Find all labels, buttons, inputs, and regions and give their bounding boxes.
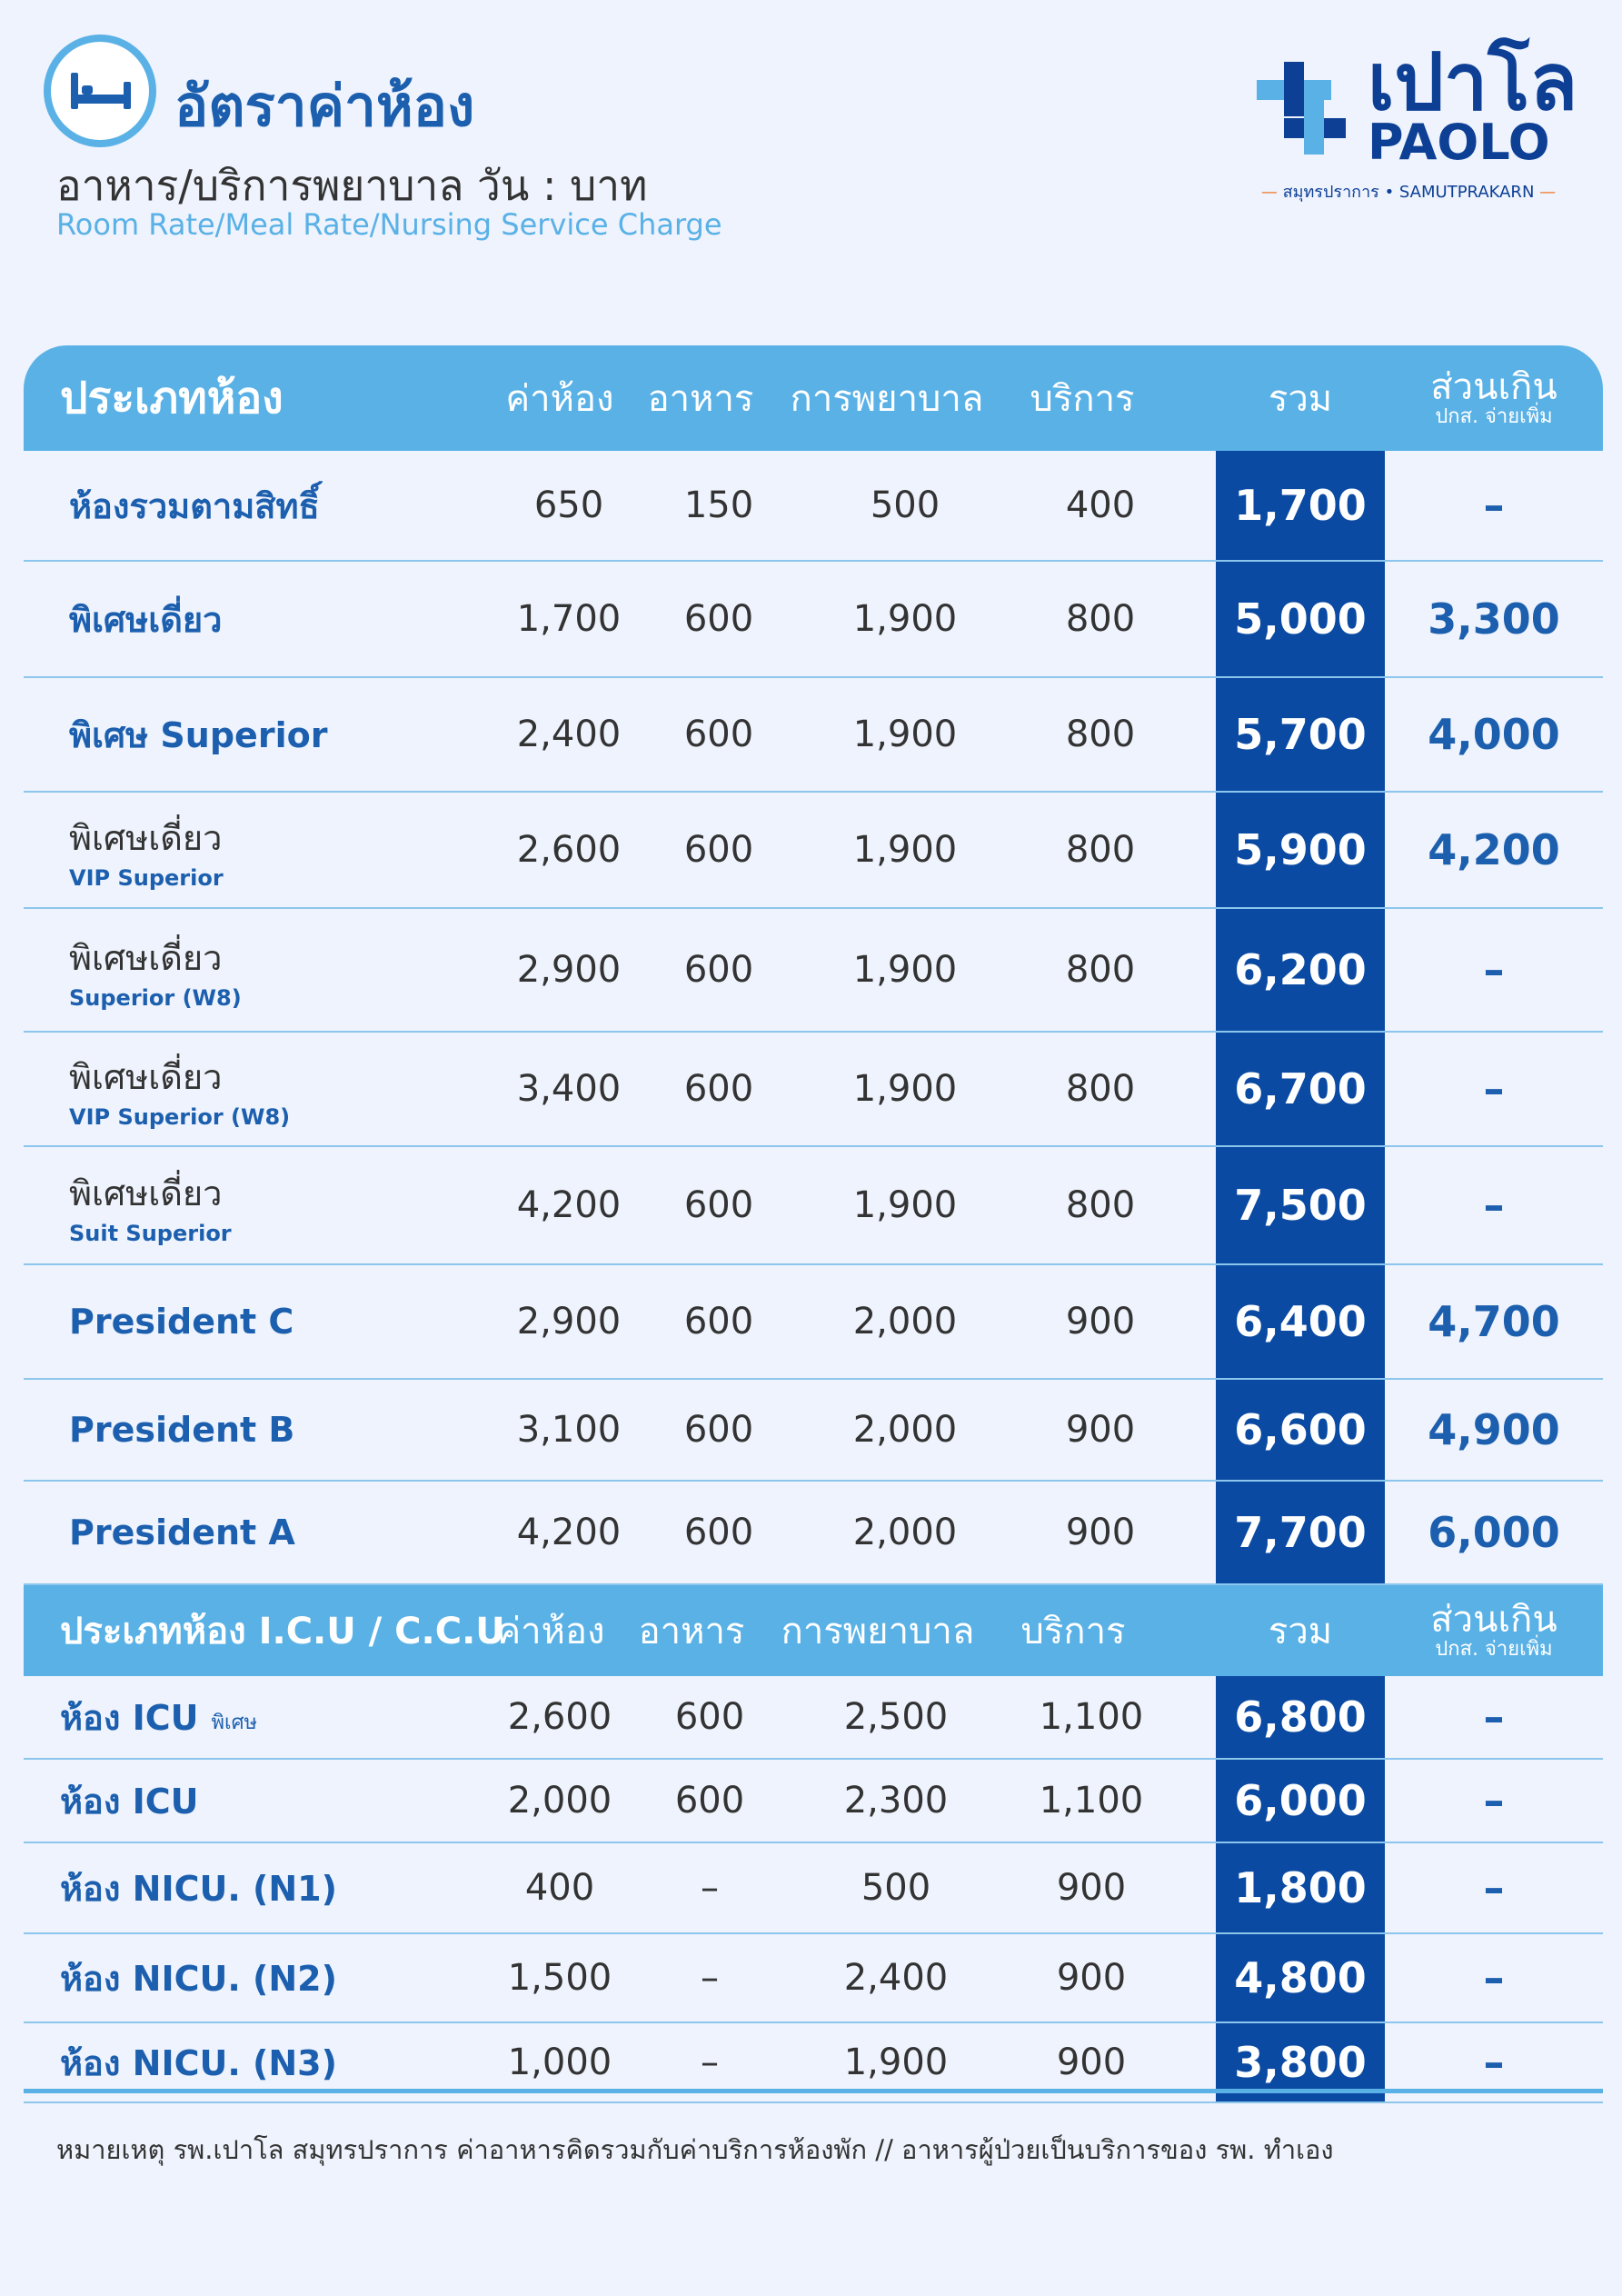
room-nursing-value: 1,900 xyxy=(852,1184,958,1226)
room-meal-value: 600 xyxy=(683,829,754,871)
icu-table-row xyxy=(24,1760,1603,1843)
room-total-value: 1,700 xyxy=(1216,451,1385,560)
icu-col-room: ค่าห้อง xyxy=(496,1611,605,1652)
room-name: ห้องรวมตามสิทธิ์ xyxy=(69,485,320,526)
room-room-value: 2,400 xyxy=(516,714,622,755)
icu-room-name: ห้อง NICU. (N3) xyxy=(60,2042,337,2083)
icu-total-value: 6,800 xyxy=(1216,1676,1385,1758)
col-total: รวม xyxy=(1268,378,1333,420)
table-row xyxy=(24,1033,1603,1147)
room-excess-value: – xyxy=(1483,481,1505,530)
room-meal-value: 600 xyxy=(683,1184,754,1226)
icu-col-excess-sub: ปกส. จ่ายเพิ่ม xyxy=(1435,1638,1553,1662)
room-meal-value: 600 xyxy=(683,1068,754,1110)
logo-name-th: เปาโล xyxy=(1368,37,1578,128)
room-nursing-value: 1,900 xyxy=(852,1068,958,1110)
col-service: บริการ xyxy=(1030,378,1135,420)
icu-room-name-cell xyxy=(24,1760,505,1842)
room-excess-value: – xyxy=(1483,1064,1505,1113)
icu-col-nursing: การพยาบาล xyxy=(781,1611,975,1652)
icu-nursing-value: 2,400 xyxy=(843,1957,949,1999)
page-subtitle-en: Room Rate/Meal Rate/Nursing Service Charge xyxy=(56,207,722,242)
table-row xyxy=(24,793,1603,909)
room-excess-value: 4,200 xyxy=(1428,825,1560,874)
icu-table-header xyxy=(24,1585,1603,1676)
icu-room-name: ห้อง ICU xyxy=(60,1781,199,1822)
icu-excess-value: – xyxy=(1483,1953,1505,2002)
room-name: พิเศษ Superior xyxy=(69,714,328,755)
room-nursing-value: 2,000 xyxy=(852,1409,958,1451)
icu-room-value: 1,500 xyxy=(507,1957,612,1999)
page-title: อัตราค่าห้อง xyxy=(174,73,475,139)
room-room-value: 3,100 xyxy=(516,1409,622,1451)
table-row xyxy=(24,562,1603,678)
icu-total-value: 1,800 xyxy=(1216,1843,1385,1932)
icu-total-value: 4,800 xyxy=(1216,1934,1385,2021)
icu-table-row xyxy=(24,1843,1603,1934)
room-room-value: 2,900 xyxy=(516,1301,622,1343)
room-total-value: 7,500 xyxy=(1216,1147,1385,1263)
icu-meal-value: – xyxy=(701,2041,719,2083)
icu-service-value: 900 xyxy=(1056,2041,1127,2083)
room-excess-value: 4,000 xyxy=(1428,710,1560,759)
icu-room-tag: พิเศษ xyxy=(211,1711,258,1734)
logo-name-en: PAOLO xyxy=(1368,114,1550,171)
room-nursing-value: 1,900 xyxy=(852,829,958,871)
room-room-value: 2,900 xyxy=(516,949,622,991)
logo-location: — สมุทรปราการ • SAMUTPRAKARN — xyxy=(1260,183,1557,202)
room-name-cell xyxy=(33,909,505,1031)
icu-rows xyxy=(24,1676,1603,2103)
col-excess-sub: ปกส. จ่ายเพิ่ม xyxy=(1435,405,1553,429)
icu-col-meal: อาหาร xyxy=(638,1611,745,1652)
table-row xyxy=(24,1482,1603,1585)
icu-service-value: 1,100 xyxy=(1039,1780,1144,1822)
room-total-value: 7,700 xyxy=(1216,1482,1385,1583)
icu-excess-value: – xyxy=(1483,1776,1505,1825)
icu-meal-value: – xyxy=(701,1957,719,1999)
room-excess-value: 6,000 xyxy=(1428,1508,1560,1557)
icu-service-value: 900 xyxy=(1056,1957,1127,1999)
room-name-cell xyxy=(33,1147,505,1263)
room-room-value: 2,600 xyxy=(516,829,622,871)
icu-table-row xyxy=(24,1676,1603,1760)
room-excess-value: 4,700 xyxy=(1428,1297,1560,1346)
icu-room-value: 2,000 xyxy=(507,1780,612,1822)
room-name: พิเศษเดี่ยว xyxy=(69,817,223,858)
room-excess-value: – xyxy=(1483,945,1505,994)
logo-location-text: สมุทรปราการ • SAMUTPRAKARN xyxy=(1282,183,1535,202)
page-header xyxy=(0,0,1622,273)
room-total-value: 6,200 xyxy=(1216,909,1385,1031)
icu-meal-value: 600 xyxy=(674,1780,745,1822)
room-nursing-value: 2,000 xyxy=(852,1512,958,1553)
icu-total-value: 6,000 xyxy=(1216,1760,1385,1842)
room-service-value: 900 xyxy=(1065,1512,1136,1553)
room-nursing-value: 1,900 xyxy=(852,949,958,991)
table-row xyxy=(24,1147,1603,1265)
room-excess-value: 4,900 xyxy=(1428,1405,1560,1454)
icu-nursing-value: 500 xyxy=(861,1867,931,1909)
room-nursing-value: 1,900 xyxy=(852,598,958,640)
room-name-sub: VIP Superior xyxy=(69,864,224,891)
table-bottom-line xyxy=(24,2089,1603,2093)
room-service-value: 800 xyxy=(1065,1068,1136,1110)
room-meal-value: 600 xyxy=(683,1512,754,1553)
icu-room-name-cell xyxy=(24,1843,505,1932)
room-service-value: 400 xyxy=(1065,484,1136,526)
room-service-value: 900 xyxy=(1065,1301,1136,1343)
room-name-sub: VIP Superior (W8) xyxy=(69,1103,291,1130)
col-excess xyxy=(1385,345,1603,451)
room-total-value: 6,600 xyxy=(1216,1380,1385,1480)
room-room-value: 1,700 xyxy=(516,598,622,640)
col-nursing: การพยาบาล xyxy=(790,378,984,420)
icu-room-name-cell xyxy=(24,1934,505,2021)
room-service-value: 800 xyxy=(1065,949,1136,991)
icu-table-row xyxy=(24,1934,1603,2023)
table-row xyxy=(24,909,1603,1033)
icu-service-value: 900 xyxy=(1056,1867,1127,1909)
room-service-value: 800 xyxy=(1065,829,1136,871)
room-meal-value: 600 xyxy=(683,714,754,755)
room-service-value: 900 xyxy=(1065,1409,1136,1451)
room-name: พิเศษเดี่ยว xyxy=(69,937,223,978)
col-excess-label: ส่วนเกิน xyxy=(1430,366,1557,409)
room-total-value: 5,900 xyxy=(1216,793,1385,907)
icu-room-name: ห้อง NICU. (N2) xyxy=(60,1958,337,1999)
room-total-value: 5,000 xyxy=(1216,562,1385,676)
room-name: President A xyxy=(69,1512,295,1552)
table-row xyxy=(24,1380,1603,1482)
col-room: ค่าห้อง xyxy=(505,378,614,420)
icu-room-value: 400 xyxy=(524,1867,595,1909)
room-meal-value: 600 xyxy=(683,949,754,991)
room-room-value: 650 xyxy=(533,484,604,526)
room-rate-table xyxy=(24,345,1603,2103)
room-excess-value: 3,300 xyxy=(1428,594,1560,644)
icu-col-excess-label: ส่วนเกิน xyxy=(1430,1599,1557,1642)
room-room-value: 4,200 xyxy=(516,1512,622,1553)
icu-excess-value: – xyxy=(1483,2038,1505,2087)
room-nursing-value: 2,000 xyxy=(852,1301,958,1343)
room-nursing-value: 1,900 xyxy=(852,714,958,755)
room-rows xyxy=(24,451,1603,1585)
room-service-value: 800 xyxy=(1065,714,1136,755)
room-name-sub: Suit Superior xyxy=(69,1220,232,1246)
icu-excess-value: – xyxy=(1483,1692,1505,1742)
room-meal-value: 600 xyxy=(683,1301,754,1343)
room-total-value: 5,700 xyxy=(1216,678,1385,791)
icu-excess-value: – xyxy=(1483,1863,1505,1912)
icu-room-name: ห้อง ICU xyxy=(60,1697,199,1738)
room-name: พิเศษเดี่ยว xyxy=(69,599,223,640)
footnote: หมายเหตุ รพ.เปาโล สมุทรปราการ ค่าอาหารคิดรวมกับค่าบริการห้องพัก // อาหารผู้ป่วยเป็นบริการของ รพ. ทำเอง xyxy=(56,2134,1334,2165)
icu-meal-value: – xyxy=(701,1867,719,1909)
icu-room-name-cell xyxy=(24,1676,505,1758)
icu-nursing-value: 1,900 xyxy=(843,2041,949,2083)
icu-col-service: บริการ xyxy=(1020,1611,1126,1652)
room-name-cell xyxy=(33,1033,505,1145)
icu-room-value: 2,600 xyxy=(507,1696,612,1738)
icu-total-value: 3,800 xyxy=(1216,2023,1385,2101)
room-total-value: 6,700 xyxy=(1216,1033,1385,1145)
room-name-sub: Superior (W8) xyxy=(69,984,242,1011)
room-service-value: 800 xyxy=(1065,1184,1136,1226)
room-meal-value: 600 xyxy=(683,598,754,640)
icu-nursing-value: 2,500 xyxy=(843,1696,949,1738)
col-room-type: ประเภทห้อง xyxy=(60,373,284,424)
col-meal: อาหาร xyxy=(647,378,754,420)
room-name: President C xyxy=(69,1302,294,1342)
icu-room-value: 1,000 xyxy=(507,2041,612,2083)
table-row xyxy=(24,451,1603,562)
bed-icon xyxy=(69,69,133,115)
room-meal-value: 150 xyxy=(683,484,754,526)
icu-col-room-type: ประเภทห้อง I.C.U / C.C.U xyxy=(60,1611,505,1652)
icu-service-value: 1,100 xyxy=(1039,1696,1144,1738)
hospital-logo xyxy=(1240,37,1578,216)
page-subtitle-th: อาหาร/บริการพยาบาล วัน : บาท xyxy=(56,161,648,210)
room-room-value: 4,200 xyxy=(516,1184,622,1226)
icu-meal-value: 600 xyxy=(674,1696,745,1738)
room-excess-value: – xyxy=(1483,1181,1505,1230)
room-name: President B xyxy=(69,1410,295,1450)
room-service-value: 800 xyxy=(1065,598,1136,640)
room-name: พิเศษเดี่ยว xyxy=(69,1056,223,1097)
table-header xyxy=(24,345,1603,451)
table-row xyxy=(24,678,1603,793)
icu-room-name: ห้อง NICU. (N1) xyxy=(60,1868,337,1909)
icu-col-excess xyxy=(1385,1585,1603,1676)
bed-icon-circle xyxy=(44,35,156,147)
table-row xyxy=(24,1265,1603,1380)
room-name-cell xyxy=(33,793,505,907)
room-nursing-value: 500 xyxy=(870,484,940,526)
room-total-value: 6,400 xyxy=(1216,1265,1385,1378)
icu-col-total: รวม xyxy=(1268,1611,1333,1652)
room-room-value: 3,400 xyxy=(516,1068,622,1110)
medical-cross-icon xyxy=(1240,53,1358,171)
icu-nursing-value: 2,300 xyxy=(843,1780,949,1822)
room-name: พิเศษเดี่ยว xyxy=(69,1173,223,1213)
room-meal-value: 600 xyxy=(683,1409,754,1451)
